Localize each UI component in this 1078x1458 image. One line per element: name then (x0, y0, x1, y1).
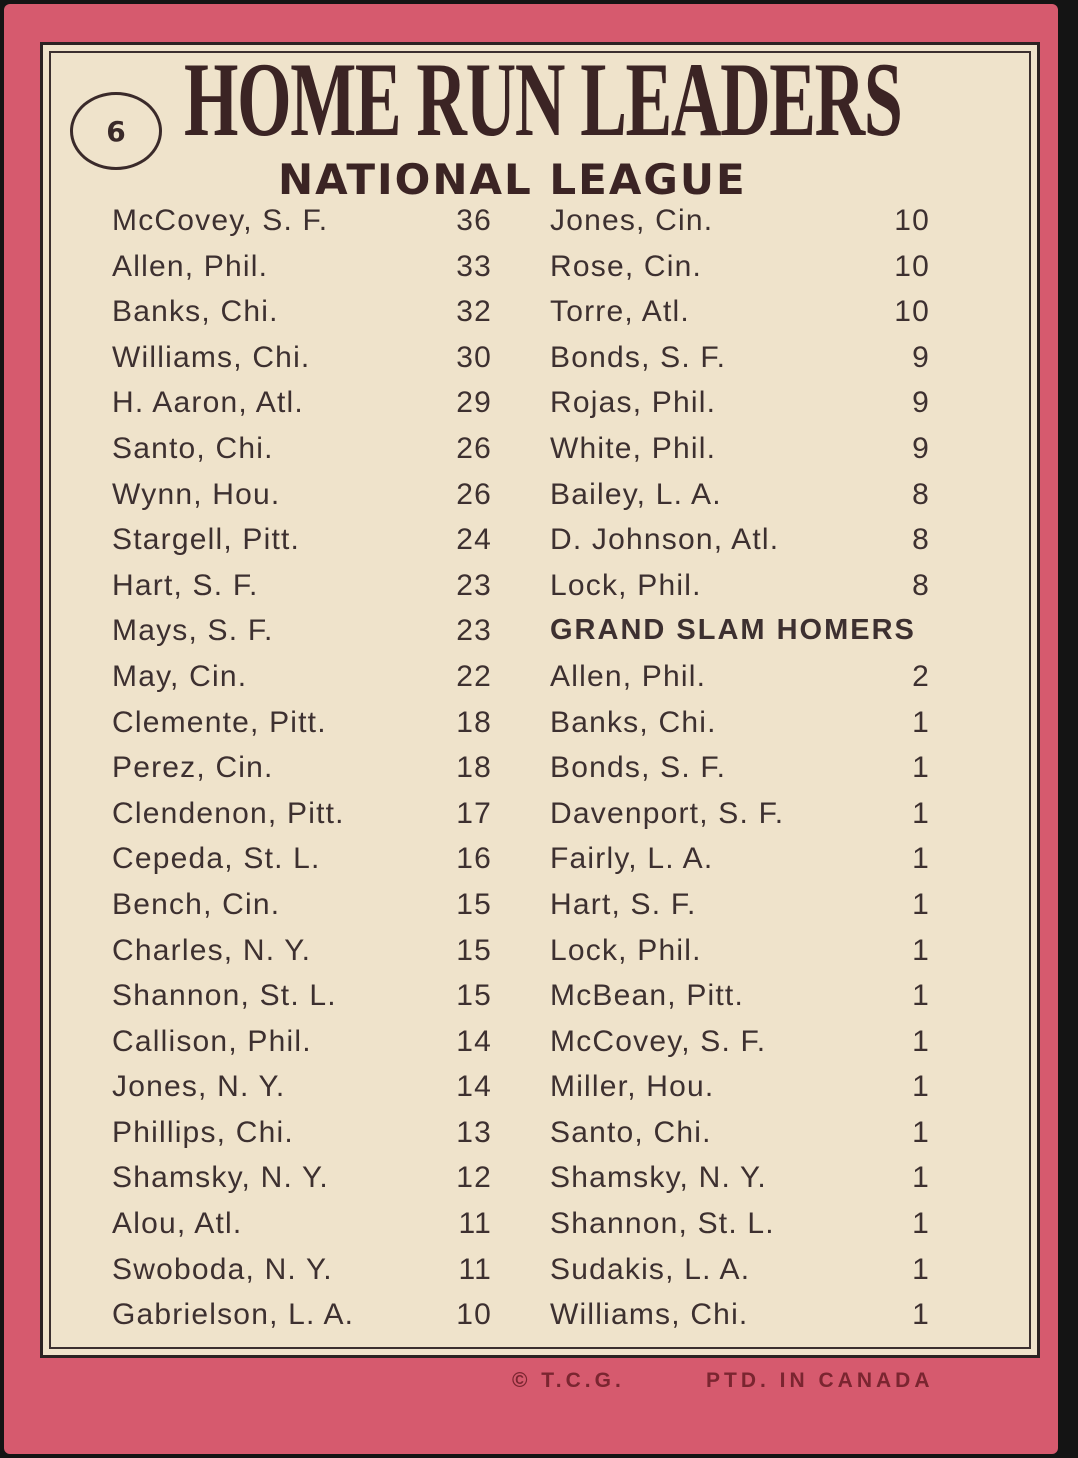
grand-slam-heading: GRAND SLAM HOMERS (550, 614, 916, 647)
player-name: Charles, N. Y. (112, 933, 312, 967)
home-run-leaders-list (112, 198, 492, 1338)
player-name: Clendenon, Pitt. (112, 796, 345, 830)
grand-slam-row (550, 791, 930, 837)
home-run-count: 26 (456, 477, 492, 511)
player-name: Allen, Phil. (550, 659, 707, 693)
home-run-count: 1 (912, 887, 930, 921)
home-run-count: 12 (456, 1161, 492, 1195)
home-run-count: 1 (912, 1298, 930, 1332)
player-name: Lock, Phil. (550, 568, 702, 602)
player-name: Williams, Chi. (112, 340, 311, 374)
player-name: Perez, Cin. (112, 751, 274, 785)
grand-slam-row (550, 700, 930, 746)
home-run-count: 1 (912, 842, 930, 876)
home-run-count: 10 (894, 249, 930, 283)
home-run-count: 15 (456, 979, 492, 1013)
leader-row (112, 1201, 492, 1247)
home-run-count: 16 (456, 842, 492, 876)
grand-slam-row (550, 882, 930, 928)
home-run-count: 1 (912, 1115, 930, 1149)
grand-slam-row (550, 654, 930, 700)
home-run-count: 1 (912, 1207, 930, 1241)
leader-row (112, 289, 492, 335)
home-run-count: 36 (456, 204, 492, 237)
home-run-count: 26 (456, 431, 492, 465)
player-name: Shamsky, N. Y. (550, 1161, 767, 1195)
home-run-count: 9 (912, 340, 930, 374)
grand-slam-row (550, 1292, 930, 1338)
home-run-count: 1 (912, 1024, 930, 1058)
player-name: Bench, Cin. (112, 887, 281, 921)
player-name: Jones, N. Y. (112, 1070, 286, 1104)
grand-slam-heading-row (550, 608, 930, 654)
leader-row (550, 426, 930, 472)
player-name: Swoboda, N. Y. (112, 1252, 333, 1286)
player-name: Torre, Atl. (550, 295, 690, 329)
player-name: Gabrielson, L. A. (112, 1298, 355, 1332)
leader-row (550, 335, 930, 381)
copyright-notice: © T.C.G. (512, 1369, 625, 1392)
leader-row (112, 1292, 492, 1338)
home-run-count: 29 (456, 386, 492, 420)
home-run-count: 14 (456, 1070, 492, 1104)
home-run-count: 24 (456, 523, 492, 557)
player-name: Shannon, St. L. (112, 979, 337, 1013)
home-run-leaders-list-continued (550, 198, 930, 1338)
leader-row (112, 335, 492, 381)
home-run-count: 8 (912, 568, 930, 602)
player-name: Williams, Chi. (550, 1298, 749, 1332)
player-name: Jones, Cin. (550, 204, 714, 237)
player-name: Santo, Chi. (112, 431, 274, 465)
home-run-count: 23 (456, 614, 492, 648)
home-run-count: 15 (456, 933, 492, 967)
player-name: D. Johnson, Atl. (550, 523, 780, 557)
leader-row (112, 791, 492, 837)
leader-row (550, 517, 930, 563)
player-name: Shannon, St. L. (550, 1207, 775, 1241)
player-name: Bonds, S. F. (550, 340, 727, 374)
player-name: Bonds, S. F. (550, 751, 727, 785)
printed-in-notice: PTD. IN CANADA (706, 1369, 934, 1392)
home-run-count: 23 (456, 568, 492, 602)
leader-row (550, 289, 930, 335)
home-run-count: 8 (912, 523, 930, 557)
card-title: HOME RUN LEADERS (184, 41, 902, 158)
player-name: Alou, Atl. (112, 1207, 243, 1241)
leader-row (112, 472, 492, 518)
player-name: Hart, S. F. (112, 568, 259, 602)
leader-row (112, 745, 492, 791)
home-run-count: 1 (912, 1161, 930, 1195)
player-name: Rose, Cin. (550, 249, 703, 283)
leader-row (112, 1064, 492, 1110)
player-name: Fairly, L. A. (550, 842, 714, 876)
home-run-count: 2 (912, 659, 930, 693)
home-run-count: 1 (912, 796, 930, 830)
leader-row (112, 928, 492, 974)
player-name: Phillips, Chi. (112, 1115, 294, 1149)
grand-slam-row (550, 1247, 930, 1293)
leader-row (550, 472, 930, 518)
leader-row (550, 244, 930, 290)
leader-row (112, 608, 492, 654)
card-number-badge: 6 (70, 92, 162, 170)
home-run-count: 14 (456, 1024, 492, 1058)
player-name: Sudakis, L. A. (550, 1252, 751, 1286)
player-name: Clemente, Pitt. (112, 705, 327, 739)
leader-row (112, 198, 492, 244)
player-name: Stargell, Pitt. (112, 523, 301, 557)
grand-slam-row (550, 973, 930, 1019)
player-name: Rojas, Phil. (550, 386, 717, 420)
leader-row (112, 882, 492, 928)
leader-row (550, 563, 930, 609)
home-run-count: 10 (456, 1298, 492, 1332)
leader-row (112, 1247, 492, 1293)
home-run-count: 1 (912, 979, 930, 1013)
leader-row (112, 973, 492, 1019)
league-subtitle: NATIONAL LEAGUE (278, 155, 747, 204)
home-run-count: 9 (912, 386, 930, 420)
player-name: May, Cin. (112, 659, 248, 693)
player-name: Lock, Phil. (550, 933, 702, 967)
leader-row (112, 563, 492, 609)
home-run-count: 32 (456, 295, 492, 329)
leader-row (112, 700, 492, 746)
home-run-count: 10 (894, 295, 930, 329)
player-name: Shamsky, N. Y. (112, 1161, 329, 1195)
player-name: Cepeda, St. L. (112, 842, 321, 876)
home-run-count: 9 (912, 431, 930, 465)
leader-row (112, 654, 492, 700)
home-run-count: 30 (456, 340, 492, 374)
home-run-count: 1 (912, 751, 930, 785)
grand-slam-row (550, 1110, 930, 1156)
player-name: Wynn, Hou. (112, 477, 281, 511)
home-run-count: 8 (912, 477, 930, 511)
home-run-count: 1 (912, 705, 930, 739)
leader-row (112, 1155, 492, 1201)
grand-slam-row (550, 1201, 930, 1247)
grand-slam-row (550, 836, 930, 882)
player-name: McCovey, S. F. (550, 1024, 767, 1058)
player-name: Santo, Chi. (550, 1115, 712, 1149)
home-run-count: 11 (458, 1207, 492, 1241)
leader-row (112, 380, 492, 426)
home-run-count: 1 (912, 933, 930, 967)
home-run-count: 22 (456, 659, 492, 693)
leader-row (112, 836, 492, 882)
player-name: Davenport, S. F. (550, 796, 785, 830)
grand-slam-row (550, 1155, 930, 1201)
leader-row (550, 198, 930, 244)
home-run-count: 18 (456, 705, 492, 739)
leader-row (550, 380, 930, 426)
leader-row (112, 426, 492, 472)
player-name: White, Phil. (550, 431, 717, 465)
player-name: H. Aaron, Atl. (112, 386, 304, 420)
player-name: Mays, S. F. (112, 614, 274, 648)
leader-row (112, 1110, 492, 1156)
grand-slam-row (550, 1064, 930, 1110)
player-name: Hart, S. F. (550, 887, 697, 921)
player-name: McCovey, S. F. (112, 204, 329, 237)
leader-row (112, 244, 492, 290)
home-run-count: 18 (456, 751, 492, 785)
home-run-count: 15 (456, 887, 492, 921)
home-run-count: 10 (894, 204, 930, 237)
grand-slam-row (550, 928, 930, 974)
leader-row (112, 517, 492, 563)
player-name: Bailey, L. A. (550, 477, 722, 511)
player-name: McBean, Pitt. (550, 979, 745, 1013)
home-run-count: 33 (456, 249, 492, 283)
home-run-count: 13 (456, 1115, 492, 1149)
home-run-count: 1 (912, 1070, 930, 1104)
player-name: Banks, Chi. (550, 705, 717, 739)
grand-slam-row (550, 1019, 930, 1065)
home-run-count: 1 (912, 1252, 930, 1286)
home-run-count: 17 (456, 796, 492, 830)
player-name: Banks, Chi. (112, 295, 279, 329)
player-name: Callison, Phil. (112, 1024, 312, 1058)
player-name: Allen, Phil. (112, 249, 269, 283)
home-run-count: 11 (458, 1252, 492, 1286)
leader-row (112, 1019, 492, 1065)
grand-slam-row (550, 745, 930, 791)
player-name: Miller, Hou. (550, 1070, 715, 1104)
